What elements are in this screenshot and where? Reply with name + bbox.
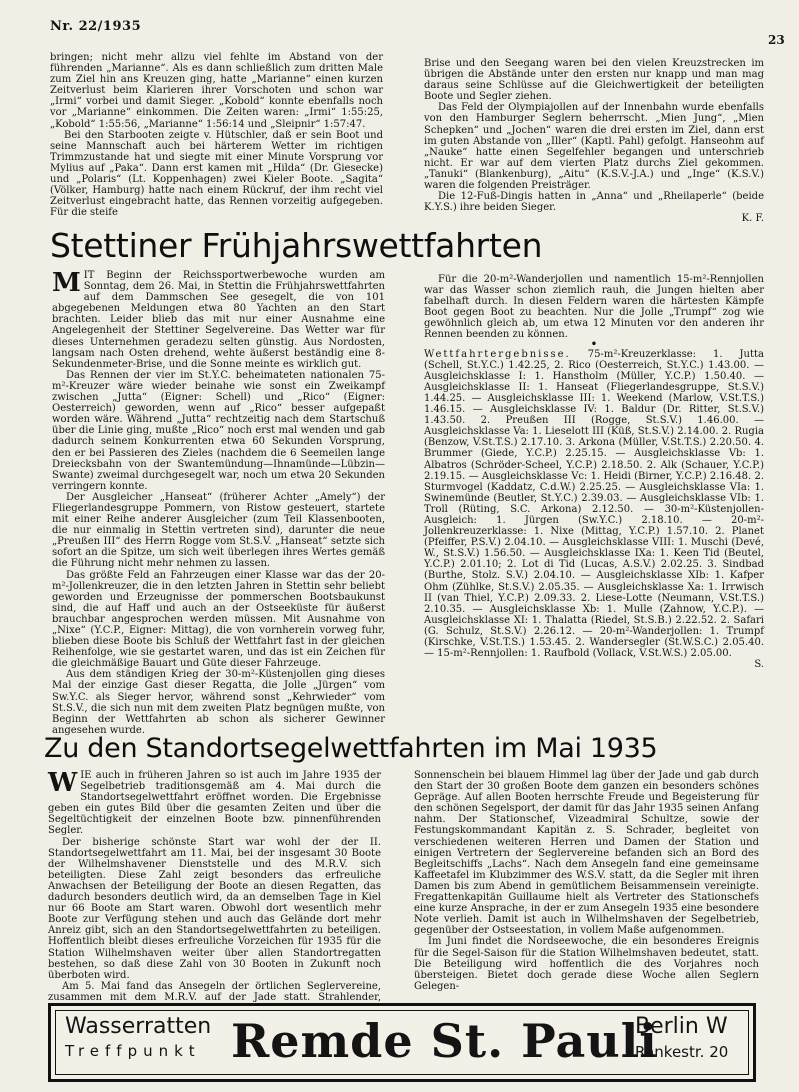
paragraph: Für die 20-m²-Wanderjollen und namentlich 15-m²-Rennjollen war das Wasser schon ziemlich rauh, die Jungen hielten aber fabelhaft durch. In diesen Feldern waren die härtesten Kämpfe Boot gegen Boot zu beachten. Nur die Jolle „Trumpf“ zog wie gewöhnlich gleich ab, um etwa 12 Minuten vor den anderen ihr Rennen beenden zu können. [424,274,764,341]
advertisement [48,1003,756,1082]
author-signature: K. F. [741,213,764,225]
article1-right-column [424,274,764,670]
paragraph: Bei den Starbooten zeigte v. Hütschler, daß er sein Boot und seine Mannschaft auch bei härterem Wetter im richtigen Trimmzustande hat und siegte mit einer Minute Vorsprung vor Mylius auf „Paka“. Dann erst kamen mit „Hilda“ (Dr. Giesecke) und „Polaris“ (Lt. Koppenhagen) zwei Kieler Boote. „Sagita“ (Völker, Hamburg) hatte nach einem Rückruf, der ihm recht viel Zeitverlust eingebracht hatte, das Rennen vorzeitig aufgegeben. Für die steife [50,129,383,219]
ad-street: Rankestr. 20 [635,1043,729,1061]
separator-dot: • [590,338,598,350]
paragraph: Der Ausgleicher „Hanseat“ (früherer Achter „Amely“) der Fliegerlandesgruppe Pommern, von Ristow gesteuert, startete mit einer Reihe anderer Ausgleicher (zum Teil Klassenbooten, die nur einmalig in Stettin vertreten sind), darunter die neue „Preußen III“ des Herrn Rogge vom St.S.V. „Hanseat“ setzte sich sofort an die Spitze, um sich weit überlegen ihres Wertes gemäß die Führung nicht mehr nehmen zu lassen. [52,491,385,570]
ad-slogan-line2: Treffpunkt [65,1042,201,1060]
drop-cap: W [48,768,78,798]
paragraph: Im Juni findet die Nordseewoche, die ein besonderes Ereignis für die Segel-Saison für die Station Wilhelmshaven bedeutet, statt. Die Beteiligung wird hoffentlich die des Vorjahres noch übersteigen. Bietet doch gerade diese Woche allen Seglern Gelegen- [414,936,759,992]
paragraph: IE auch in früheren Jahren so ist auch im Jahre 1935 der Segelbetrieb traditionsgemäß am 4. Mai durch die Standortsegelwettfahrt eröffnet worden. Die Ergebnisse geben ein gutes Bild über die gesamten Zeiten und über die Segeltüchtigkeit der einzelnen Boote bzw. pinnenführenden Segler. [48,770,381,837]
ad-slogan [65,1014,211,1062]
article2-left-column [48,770,381,1014]
article-headline: Zu den Standortsegelwettfahrten im Mai 1935 [44,733,658,764]
paragraph: Aus dem ständigen Krieg der 30-m²-Küstenjollen ging dieses Mal der einzige Gast dieser Regatta, die Jolle „Jürgen“ vom Sw.Y.C. als Sieger hervor, während sonst „Kehrwieder“ vom St.S.V., die sich nun mit dem zweiten Platz begnügen mußte, von Beginn der Wettfahrten ab schon als sicherer Gewinner angesehen wurde. [52,669,385,736]
article2-right-column [414,770,759,992]
issue-number: Nr. 22/1935 [50,19,142,34]
paragraph: Das Feld der Olympiajollen auf der Innenbahn wurde ebenfalls von den Hamburger Seglern beherrscht. „Mien Jung“, „Mien Schepken“ und „Jochen“ waren die drei ersten im Ziel, dann erst im guten Abstande von „Iller“ (Kaptl. Pahl) gefolgt. Hanseohm auf „Nauke“ hatte einen Segelfehler begangen und unterschrieb nicht. Er war auf dem vierten Platz durchs Ziel gekommen. „Tanuki“ (Blankenburg), „Aitu“ (K.S.V.-J.A.) und „Inge“ (K.S.V.) waren die folgenden Preisträger. [424,102,764,192]
article-headline: Stettiner Frühjahrswettfahrten [50,226,543,265]
paragraph: Am 5. Mai fand das Ansegeln der örtlichen Seglervereine, zusammen mit dem M.R.V. auf der Jade statt. Strahlender, [48,980,381,1003]
drop-cap: M [52,268,81,298]
paragraph: Sonnenschein bei blauem Himmel lag über der Jade und gab durch den Start der 30 großen Boote dem ganzen ein besonders schönes Gepräge. Auf allen Booten herrschte Freude und Begeisterung für den schönen Segelsport, der damit für das Jahr 1935 seinen Anfang nahm. Der Stationschef, Vizeadmiral Schultze, sowie der Festungskommandant Kapitän z. S. Schrader, begleitet von verschiedenen weiteren Herren und Damen der Station und einigen Vertretern der Seglervereine befanden sich an Bord des Begleitschiffs „Lachs“. Nach dem Ansegeln fand eine gemeinsame Kaffeetafel im Klubzimmer des W.S.V. statt, da die Segler mit ihren Damen bis zum Abend in gemütlichem Beisammensein vereinigte. Fregattenkapitän Guillaume hielt als Vertreter des Stationschefs eine kurze Ansprache, in der er zum Ansegeln 1935 eine besondere Note verlieh. Damit ist auch in Wilhelmshaven der Segelbetrieb, gegenüber der Ostseestation, in vollem Maße aufgenommen. [414,770,759,937]
paragraph: Das größte Feld an Fahrzeugen einer Klasse war das der 20-m²-Jollenkreuzer, die in den letzten Jahren in Stettin sehr beliebt geworden und Erzeugnisse der pommerschen Bootsbaukunst sind, die auf Haff und auch an der Ostseeküste für äußerst brauchbar angesprochen werden müssen. Mit Ausnahme von „Nixe“ (Y.C.P., Eigner: Mittag), die von vornherein vorweg fuhr, blieben diese Boote bis Schluß der Wettfahrt fast in der gleichen Reihenfolge, wie sie gestartet waren, und das ist ein Zeichen für die gleichmäßige Bauart und Güte dieser Fahrzeuge. [52,569,385,670]
ad-business-name: Remde St. Pauli [231,1014,658,1068]
author-signature: S. [754,659,764,671]
ad-slogan-line1: Wasserratten [65,1014,212,1039]
paragraph: IT Beginn der Reichssportwerbewoche wurden am Sonntag, dem 26. Mai, in Stettin die Frühjahrswettfahrten auf dem Dammschen See gesegelt, die von 101 abgegebenen Meldungen etwa 80 Yachten an den Start brachten. Leider blieb das mit nur einer Ausnahme eine Angelegenheit der Stettiner Segelvereine. Das Wetter war für dieses Unternehmen geradezu selten günstig. Aus Nordosten, langsam nach Osten drehend, wehte äußerst beständig eine 8-Sekundenmeter-Brise, und die Sonne meinte es wirklich gut. [52,270,385,370]
article1-left-column [52,270,385,736]
paragraph: Die 12-Fuß-Dingis hatten in „Anna“ und „Rheilaperle“ (beide K.Y.S.) ihre beiden Sieger. [424,191,764,214]
page-number: 23 [768,33,785,47]
top-right-column [424,58,764,224]
paragraph: bringen; nicht mehr allzu viel fehlte im Abstand von der führenden „Marianne“. Als es dann schließlich zum dritten Male zum Ziel hin ans Kreuzen ging, hatte „Marianne“ einen kurzen Zeitverlust beim Klarieren ihrer Vorschoten und schon war „Irmi“ vorbei und damit Sieger. „Kobold“ konnte ebenfalls noch vor „Marianne“ einkommen. Die Zeiten waren: „Irmi“ 1:55:25, „Kobold“ 1:55:56, „Marianne“ 1:56:14 und „Sleipnir“ 1:57:47. [50,52,383,130]
results-heading: Wettfahrtergebnisse. [424,348,571,360]
paragraph: Das Rennen der vier im St.Y.C. beheimateten nationalen 75-m²-Kreuzer wäre wieder beinahe wie sonst ein Zweikampf zwischen „Jutta“ (Eigner: Schell) und „Rico“ (Eigner: Oesterreich) geworden, wenn auf „Rico“ besser aufgepaßt worden wäre. Während „Jutta“ rechtzeitig nach dem Startschuß über die Linie ging, mußte „Rico“ noch erst mal wenden und gab dadurch seinem Konkurrenten etwa 60 Sekunden Vorsprung, den er bei Passieren des Zieles (nachdem die 6 Seemeilen lange Dreiecksbahn von der Swantemündung—Ihnamünde—Lübzin—Swante) zweimal durchgesegelt war, noch um etwa 20 Sekunden verringern konnte. [52,369,385,492]
top-left-column [50,52,383,218]
paragraph: Brise und den Seegang waren bei den vielen Kreuzstrecken im übrigen die Abstände unter den ersten nur knapp und man mag daraus seine Schlüsse auf die Gleichwertigkeit der beteiligten Boote und Segler ziehen. [424,58,764,103]
paragraph: Der bisherige schönste Start war wohl der der II. Standortsegelwettfahrt am 11. Mai, bei der insgesamt 30 Boote der Wilhelmshavener Dienststelle und des M.R.V. sich beteiligten. Diese Zahl zeigt besonders das erfreuliche Anwachsen der Beteiligung der Boote an diesen Regatten, das dadurch besonders deutlich wird, da an demselben Tage in Kiel nur 66 Boote am Start waren. Obwohl dort wesentlich mehr Boote zur Verfügung stehen und auch das Gelände dort mehr Anreiz gibt, sich an den Standortsegelwettfahrten zu beteiligen. Hoffentlich bleibt dieses erfreuliche Vorzeichen für 1935 für die Station Wilhelmshaven weiter über allen Standortregatten bestehen, so daß diese Zahl von 30 Booten in Zukunft noch überboten wird. [48,836,381,981]
results-text: 75-m²-Kreuzerklasse: 1. Jutta (Schell, St.Y.C.) 1.42.25, 2. Rico (Oesterreich, St.Y.C.) 1.43.00. — Ausgleichsklasse I: 1. Hanstholm (Müller, Y.C.P.) 1.50.40. — Ausgleichsklasse II: 1. Hanseat (Fliegerlandesgruppe, St.S.V.) 1.44.25. — Ausgleichsklasse III: 1. Weekend (Marlow, V.St.T.S.) 1.46.15. — Ausgleichsklasse IV: 1. Baldur (Dr. Ritter, St.S.V.) 1.43.50. 2. Preußen III (Rogge, St.S.V.) 1.46.00. — Ausgleichsklasse Va: 1. Lieselott III (Küß, St.S.V.) 2.14.00. 2. Rugia (Benzow, V.St.T.S.) 2.17.10. 3. Arkona (Müller, V.St.T.S.) 2.20.50. 4. Brummer (Giede, Y.C.P.) 2.25.15. — Ausgleichsklasse Vb: 1. Albatros (Schröder-Scheel, Y.C.P.) 2.18.50. 2. Alk (Schauer, Y.C.P.) 2.19.15. — Ausgleichsklasse Vc: 1. Heidi (Birner, Y.C.P.) 2.16.48. 2. Sturmvogel (Kaddatz, C.d.W.) 2.25.25. — Ausgleichsklasse VIa: 1. Swinemünde (Beutler, St.Y.C.) 2.39.03. — Ausgleichsklasse VIb: 1. Troll (Rüting, S.C. Arkona) 2.12.50. — 30-m²-Küstenjollen-Ausgleich: 1. Jürgen (Sw.Y.C.) 2.18.10. — 20-m²-Jollenkreuzerklasse: 1. Nixe (Mittag, Y.C.P.) 1.57.10. 2. Planet (Pfeiffer, P.S.V.) 2.04.10. — Ausgleichsklasse VIII: 1. Muschi (Devé, W., St.S.V.) 1.56.50. — Ausgleichsklasse IXa: 1. Keen Tid (Beutel, Y.C.P.) 2.01.10; 2. Lot di Tid (Lucas, A.S.V.) 2.02.25. 3. Sindbad (Burthe, Stolz. S.V.) 2.04.10. — Ausgleichsklasse XIb: 1. Kafper Ohm (Zühlke, St.S.V.) 2.05.35. — Ausgleichsklasse Xa: 1. Irrwisch II (van Thiel, Y.C.P.) 2.09.33. 2. Liese-Lotte (Neumann, V.St.T.S.) 2.10.35. — Ausgleichsklasse Xb: 1. Mulle (Zahnow, Y.C.P.). — Ausgleichsklasse XI: 1. Thalatta (Riedel, St.S.B.) 2.22.52. 2. Safari (G. Schulz, St.S.V.) 2.26.12. — 20-m²-Wanderjollen: 1. Trumpf (Kirschke, V.St.T.S.) 1.53.45. 2. Wandersegler (St.W.S.C.) 2.05.40. — 15-m²-Rennjollen: 1. Raufbold (Vollack, V.St.W.S.) 2.05.00. [424,348,764,660]
ad-address [635,1014,728,1064]
ad-city: Berlin W [635,1014,728,1039]
